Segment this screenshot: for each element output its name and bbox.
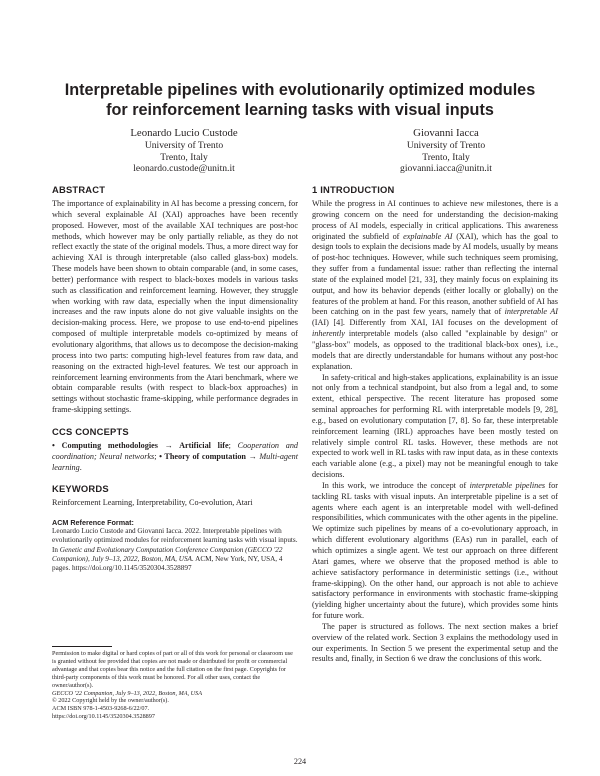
ccs-item2: • Theory of computation →: [159, 451, 260, 461]
acm-ref-heading: ACM Reference Format:: [52, 518, 134, 528]
doi-link[interactable]: https://doi.org/10.1145/3520304.3528897: [52, 713, 155, 721]
intro-paragraph-2: In safety-critical and high-stakes applications, explainability is an issue not only from a technical standpoint, but also from a legal and, to some extent, ethical perspective. The recent literature has proposed some seminal approaches for performing RL with interpretable models [9, 28], e.g., based on evolutionary computation [7, 8]. So far, these interpretable reinforcement learning (IRL) approaches have been mostly tested on relatively simple control RL tasks. However, these methods are not expected to work well in RL tasks with raw input data, as in these contexts each variable alone (e.g., a pixel) may not be meaningful enough to take decisions.: [312, 372, 558, 480]
ccs-text: • Computing methodologies → Artificial life; Cooperation and coordination; Neural networks; • Theory of computation → Multi-agent learning.: [52, 440, 299, 472]
isbn-line: ACM ISBN 978-1-4503-9268-6/22/07.: [52, 705, 150, 713]
ccs-item1-sub: Cooperation and coordination; Neural networks: [52, 440, 299, 461]
right-column: [312, 184, 558, 665]
author-name: Leonardo Lucio Custode: [130, 127, 238, 139]
copyright-line: © 2022 Copyright held by the owner/author(s).: [52, 697, 169, 705]
author-block-2: [326, 127, 566, 175]
ccs-section: [52, 426, 298, 474]
keywords-heading: KEYWORDS: [52, 483, 109, 495]
author-affiliation: University of Trento: [144, 140, 224, 151]
paper-title: [40, 80, 560, 120]
permission-notice: Permission to make digital or hard copies of part or all of this work for personal or classroom use is granted without fee provided that copies are not made or distributed for profit or commercial advantage and that copies bear this notice and the full citation on the first page. Copyrights for third-party components of this work must be honored. For all other uses, contact the owner/author(s).: [52, 650, 293, 689]
keywords-section: [52, 483, 298, 509]
abstract-heading: ABSTRACT: [52, 184, 106, 195]
ccs-item1: • Computing methodologies → Artificial life: [52, 440, 229, 450]
author-location: Trento, Italy: [160, 151, 208, 163]
acm-ref-venue: Genetic and Evolutionary Computation Conference Companion (GECCO '22 Companion), July 9–13, 2022, Boston, MA, USA.: [52, 545, 283, 563]
intro-paragraph-3: In this work, we introduce the concept of interpretable pipelines for tackling RL tasks with visual inputs. An interpretable pipeline is a set of agents where each agent is an interpretable model with well-defined responsibilities, which communicates with the other agents in the pipeline. We optimize such pipelines by means of a co-evolutionary approach, in which different evolutionary algorithms (EAs) run in parallel, each of which optimizes a single agent. We test our approach on three different Atari games, where we observe that the proposed method is able to achieve satisfactory performance in deterministic settings (i.e., without frame-skipping). On the other hand, our approach is not able to achieve satisfactory performance in environments with stochastic frame-skipping (yielding higher uncertainty about the future), which provides some hints for future work.: [312, 480, 558, 621]
left-column: [52, 184, 298, 573]
ccs-heading: CCS CONCEPTS: [52, 425, 129, 437]
abstract-text: The importance of explainability in AI has become a pressing concern, for which several explainable AI (XAI) approaches have been recently proposed. However, most of the available XAI techniques are post-hoc methods, which however may be only partially reliable, as they do not reflect exactly the state of the original models. Thus, a more direct way for achieving XAI is through interpretable (also called glass-box) models. These models have been shown to obtain comparable (and, in some cases, better) performance with respect to black-boxes models in various tasks such as classification and reinforcement learning. However, they struggle when working with raw data, especially when the input dimensionality increases and the raw inputs alone do not give valuable insights on the decision-making process. Here, we propose to use end-to-end pipelines composed of multiple interpretable models co-optimized by means of evolutionary algorithms, that allows us to decompose the decision-making process into two parts: computing high-level features from raw data, and reasoning on the extracted high-level features. We test our approach in reinforcement learning environments from the Atari benchmark, where we obtain comparable results (with respect to black-box approaches) in settings without stochastic frame-skipping, while performance degrades in frame-skipping settings.: [52, 199, 298, 415]
keywords-text: Reinforcement Learning, Interpretability, Co-evolution, Atari: [52, 498, 253, 508]
introduction-heading: 1 INTRODUCTION: [312, 184, 395, 195]
author-affiliation: University of Trento: [406, 140, 486, 151]
conference-info: GECCO '22 Companion, July 9–13, 2022, Boston, MA, USA: [52, 689, 202, 697]
footnote-divider: [52, 646, 112, 647]
intro-paragraph-4: The paper is structured as follows. The next section makes a brief overview of the related work. Section 3 explains the methodology used in our experiments. In Section 5 we present the experimental setup and the results and, finally, in Section 6 we draw the conclusions of this work.: [312, 621, 558, 664]
page-number: 224: [293, 757, 307, 766]
author-block-1: [64, 127, 304, 175]
title-line-1: Interpretable pipelines with evolutionarily optimized modules: [64, 81, 536, 99]
author-email[interactable]: giovanni.iacca@unitn.it: [400, 163, 492, 174]
copyright-footnote: [52, 650, 298, 721]
ccs-item2-sub: Multi-agent learning: [52, 451, 299, 472]
title-line-2: for reinforcement learning tasks with visual inputs: [106, 101, 494, 119]
acm-ref-text: Leonardo Lucio Custode and Giovanni Iacca. 2022. Interpretable pipelines with evolutionarily optimized modules for reinforcement learning tasks with visual inputs. In Genetic and Evolutionary Computation Conference Companion (GECCO '22 Companion), July 9–13, 2022, Boston, MA, USA. ACM, New York, NY, USA, 4 pages. https://doi.org/10.1145/3520304.3528897: [52, 527, 298, 573]
author-name: Giovanni Iacca: [413, 127, 479, 139]
author-email[interactable]: leonardo.custode@unitn.it: [133, 163, 235, 174]
intro-paragraph-1: While the progress in AI continues to achieve new milestones, there is a growing concern on the need for understanding the decision-making process of AI models, especially in critical applications. This awareness originated the subfield of explainable AI (XAI), which has the goal to design tools to explain the decisions made by AI models, usually by means of post-hoc techniques. However, while such techniques seem promising, they suffer from a fundamental issue: rather than reflecting the internal state of the explained model [21, 33], they mainly focus on explaining its output, and how its behavior depends (either locally or globally) on the features of the problem at hand. For this reason, another subfield of AI has been catching on in the past few years, namely that of interpretable AI (IAI) [4]. Differently from XAI, IAI focuses on the development of inherently interpretable models (also called "explainable by design" or "glass-box" models, as opposed to the traditional black-box ones), i.e., models that are directly understandable for humans without any post-hoc explanation.: [312, 199, 558, 371]
author-location: Trento, Italy: [422, 151, 470, 163]
